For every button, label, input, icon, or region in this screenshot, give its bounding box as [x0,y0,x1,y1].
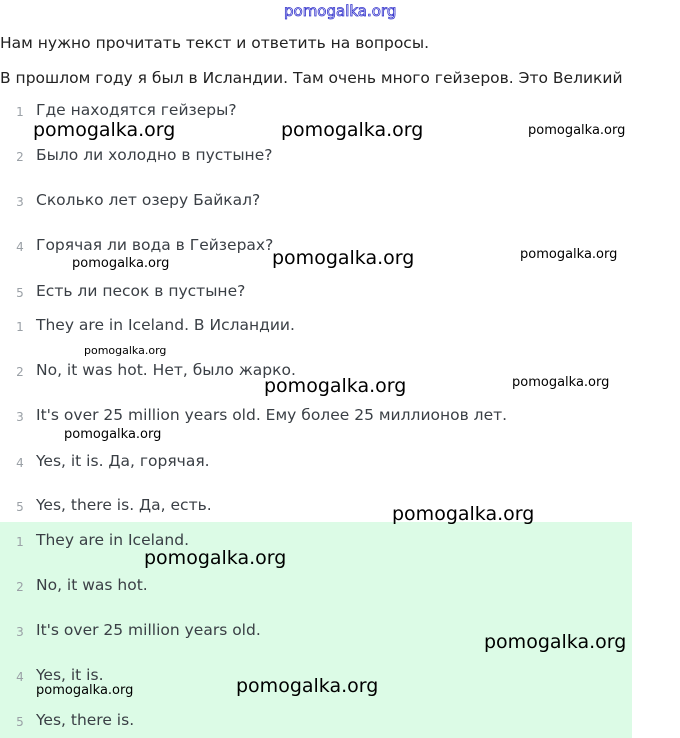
watermark: pomogalka.org [281,119,424,141]
list-item [0,531,640,557]
list-item [0,576,640,602]
item-number: 3 [16,625,24,639]
list-item [0,282,640,308]
item-text: It's over 25 million years old. [36,621,261,639]
item-number: 4 [16,670,24,684]
item-text: Yes, there is. Да, есть. [36,496,212,514]
watermark: pomogalka.org [236,675,379,697]
list-item [0,191,640,217]
list-item [0,496,640,522]
item-number: 2 [16,365,24,379]
watermark: pomogalka.org [33,119,176,141]
item-number: 2 [16,150,24,164]
watermark: pomogalka.org [272,247,415,269]
watermark: pomogalka.org [72,256,170,271]
item-text: Yes, there is. [36,711,135,729]
task-text: Нам нужно прочитать текст и ответить на вопросы. [0,34,429,52]
item-number: 5 [16,286,24,300]
item-number: 4 [16,240,24,254]
item-text: Сколько лет озеру Байкал? [36,191,261,209]
list-item [0,146,640,172]
item-text: No, it was hot. [36,576,148,594]
watermark: pomogalka.org [520,247,618,262]
item-number: 4 [16,456,24,470]
item-text: Было ли холодно в пустыне? [36,146,273,164]
watermark: pomogalka.org [484,631,627,653]
watermark: pomogalka.org [264,375,407,397]
item-number: 3 [16,195,24,209]
item-text: They are in Iceland. В Исландии. [36,316,295,334]
watermark: pomogalka.org [64,427,162,442]
item-text: Есть ли песок в пустыне? [36,282,246,300]
item-number: 2 [16,580,24,594]
watermark: pomogalka.org [528,123,626,138]
item-number: 5 [16,715,24,729]
item-number: 1 [16,105,24,119]
list-item [0,711,640,737]
item-text: Yes, it is. Да, горячая. [36,452,210,470]
list-item [0,316,640,342]
watermark: pomogalka.org [36,683,134,698]
item-number: 3 [16,410,24,424]
watermark: pomogalka.org [392,503,535,525]
item-text: Где находятся гейзеры? [36,101,237,119]
item-number: 1 [16,535,24,549]
header-watermark: pomogalka.org [284,2,397,20]
item-text: No, it was hot. Нет, было жарко. [36,361,296,379]
watermark: pomogalka.org [84,344,167,357]
item-text: Yes, it is. [36,666,104,684]
item-number: 5 [16,500,24,514]
list-item [0,452,640,478]
item-number: 1 [16,320,24,334]
item-text: Горячая ли вода в Гейзерах? [36,236,274,254]
watermark: pomogalka.org [512,375,610,390]
item-text: It's over 25 million years old. Ему более 25 миллионов лет. [36,406,508,424]
watermark: pomogalka.org [144,547,287,569]
item-text: They are in Iceland. [36,531,190,549]
story-text: В прошлом году я был в Исландии. Там очень много гейзеров. Это Великий [0,69,623,87]
